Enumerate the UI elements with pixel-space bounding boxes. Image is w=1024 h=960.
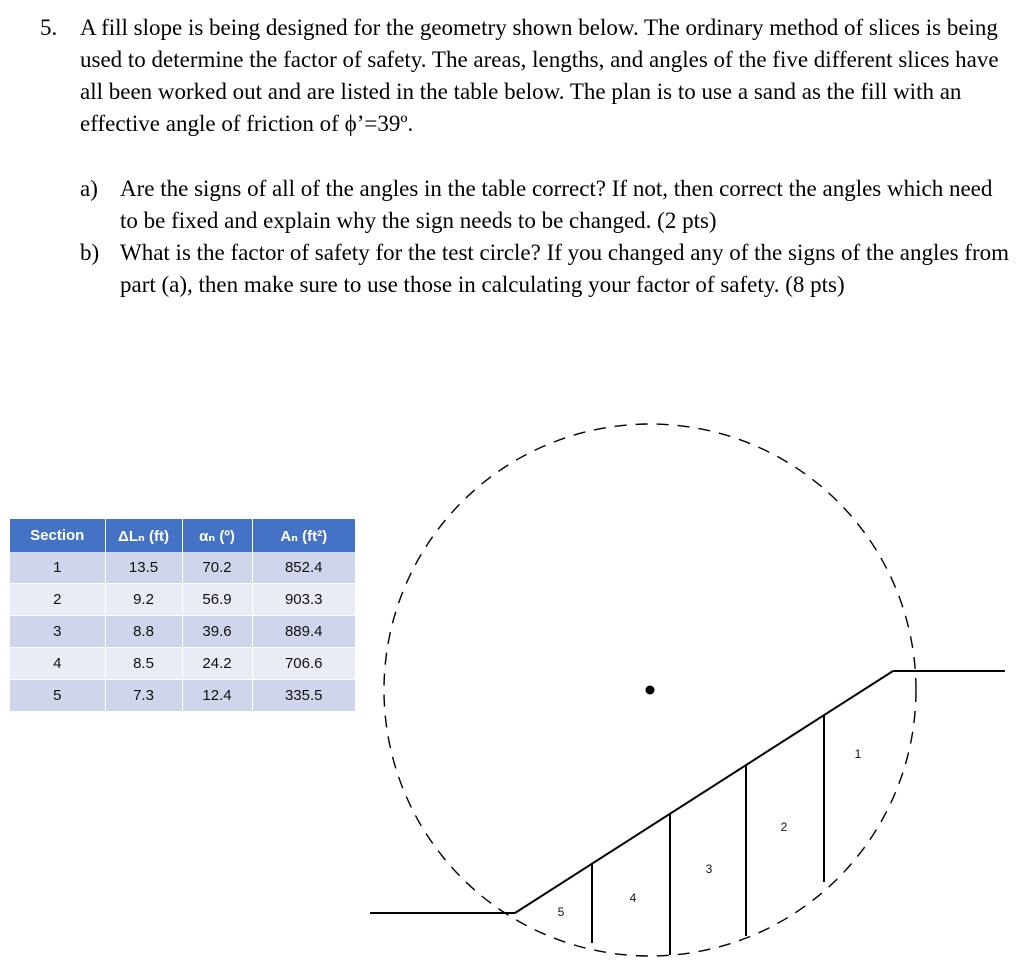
table-cell: 7.3 (105, 680, 182, 712)
header-length: ΔLₙ (ft) (105, 519, 182, 552)
table-cell: 9.2 (105, 584, 182, 616)
header-area: Aₙ (ft²) (252, 519, 355, 552)
table-cell: 5 (10, 680, 105, 712)
table-cell: 852.4 (252, 552, 355, 584)
table-cell: 12.4 (182, 680, 252, 712)
problem-number: 5. (40, 15, 58, 40)
slice-label-2: 2 (780, 820, 788, 834)
table-cell: 70.2 (182, 552, 252, 584)
table-cell: 24.2 (182, 648, 252, 680)
table-cell: 903.3 (252, 584, 355, 616)
part-b-label: b) (80, 240, 100, 265)
table-cell: 13.5 (105, 552, 182, 584)
part-a-label: a) (80, 176, 98, 201)
slope-face (515, 671, 893, 913)
table-cell: 8.5 (105, 648, 182, 680)
table-cell: 4 (10, 648, 105, 680)
table-cell: 3 (10, 616, 105, 648)
part-a-text: Are the signs of all of the angles in the table correct? If not, then correct the angles which need to be fixed and explain why the sign needs to be changed. (2 pts) (120, 176, 993, 233)
table-cell: 2 (10, 584, 105, 616)
slice-label-1: 1 (854, 747, 862, 761)
header-angle: αₙ (º) (182, 519, 252, 552)
table-cell: 335.5 (252, 680, 355, 712)
slice-label-4: 4 (629, 891, 637, 905)
table-cell: 8.8 (105, 616, 182, 648)
table-cell: 39.6 (182, 616, 252, 648)
problem-text: A fill slope is being designed for the geometry shown below. The ordinary method of slices is being used to determine the factor of safety. The areas, lengths, and angles of the five different slices have all been worked out and are listed in the table below. The plan is to use a sand as the fill with an effective angle of friction of ϕ’=39º. (80, 15, 999, 136)
table-cell: 1 (10, 552, 105, 584)
part-b-text: What is the factor of safety for the test circle? If you changed any of the signs of the angles from part (a), then make sure to use those in calculating your factor of safety. (8 pts) (120, 240, 1010, 297)
table-cell: 56.9 (182, 584, 252, 616)
slice-label-5: 5 (557, 905, 565, 919)
slice-label-3: 3 (705, 862, 713, 876)
circle-center-point (646, 686, 655, 695)
header-section: Section (10, 519, 105, 552)
table-cell: 706.6 (252, 648, 355, 680)
table-cell: 889.4 (252, 616, 355, 648)
